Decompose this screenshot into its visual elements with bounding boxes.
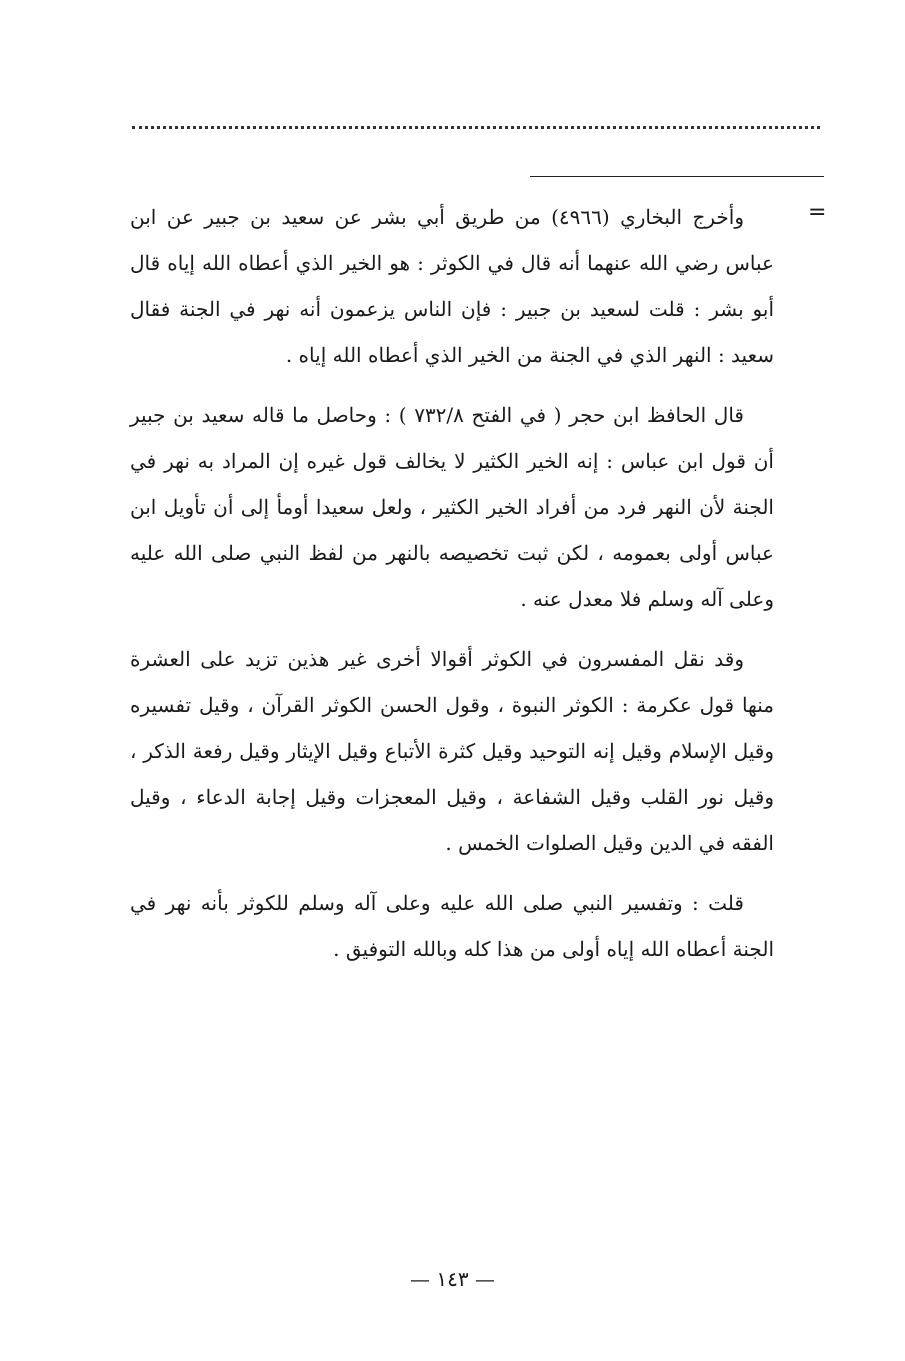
continuation-marker: = [808,200,827,225]
paragraph-2: قال الحافظ ابن حجر ( في الفتح ٧٣٢/٨ ) : وحاصل ما قاله سعيد بن جبير أن قول ابن عباس : إنه الخير الكثير لا يخالف قول غيره إن المراد به نهر في الجنة لأن النهر فرد من أفراد الخير الكثير ، ولعل سعيدا أومأ إلى أن تأويل ابن عباس أولى بعمومه ، لكن ثبت تخصيصه بالنهر من لفظ النبي صلى الله عليه وعلى آله وسلم فلا معدل عنه . [130,403,774,611]
footnote-separator-rule [530,176,824,177]
paragraph-1: وأخرج البخاري (٤٩٦٦) من طريق أبي بشر عن سعيد بن جبير عن ابن عباس رضي الله عنهما أنه قال في الكوثر : هو الخير الذي أعطاه الله إياه قال أبو بشر : قلت لسعيد بن جبير : فإن الناس يزعمون أنه نهر في الجنة فقال سعيد : النهر الذي في الجنة من الخير الذي أعطاه الله إياه . [130,205,774,367]
page-number: — ١٤٣ — [410,1267,495,1291]
paragraph-4: قلت : وتفسير النبي صلى الله عليه وعلى آله وسلم للكوثر بأنه نهر في الجنة أعطاه الله إياه أولى من هذا كله وبالله التوفيق . [130,891,774,961]
page-body [130,194,774,972]
paragraph-3: وقد نقل المفسرون في الكوثر أقوالا أخرى غير هذين تزيد على العشرة منها قول عكرمة : الكوثر النبوة ، وقول الحسن الكوثر القرآن ، وقيل تفسيره وقيل الإسلام وقيل إنه التوحيد وقيل كثرة الأتباع وقيل الإيثار وقيل رفعة الذكر ، وقيل نور القلب وقيل الشفاعة ، وقيل المعجزات وقيل إجابة الدعاء ، وقيل الفقه في الدين وقيل الصلوات الخمس . [130,647,774,855]
header-dotted-rule [132,126,820,129]
